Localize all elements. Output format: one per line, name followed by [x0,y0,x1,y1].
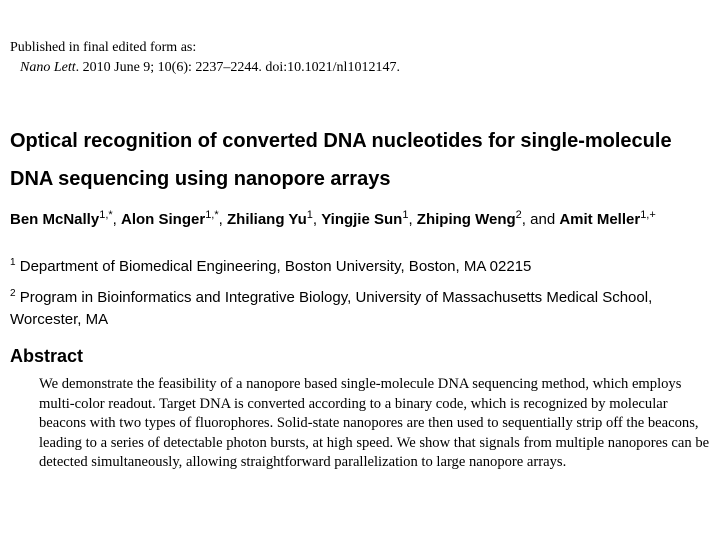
affiliation-text: Program in Bioinformatics and Integrative Biology, University of Massachusetts Medical School, Worcester, MA [10,289,653,328]
affiliation [10,256,715,278]
author-affiliation-mark: 1,* [99,209,113,221]
author-affiliation-mark: 1,+ [640,209,656,221]
author-affiliation-mark: 1,* [205,209,219,221]
author-separator: , and [521,211,560,228]
citation-details: . 2010 June 9; 10(6): 2237–2244. doi:10.1021/nl1012147. [75,60,400,75]
affiliation-number: 2 [10,288,16,299]
affiliation [10,287,715,331]
author [10,211,121,228]
author [321,211,417,228]
author-affiliation-mark: 2 [515,209,522,221]
citation-line [10,58,400,78]
author-name: Amit Meller [559,211,641,228]
affiliation-text: Department of Biomedical Engineering, Boston University, Boston, MA 02215 [19,258,532,275]
author-name: Zhiping Weng [416,211,516,228]
author [559,211,655,228]
author-list [10,210,710,230]
author-separator: , [408,211,417,228]
affiliation-number: 1 [10,257,16,268]
author-name: Ben McNally [10,211,100,228]
publication-info [10,38,400,78]
author [227,211,321,228]
author [121,211,227,228]
author-separator: , [112,211,122,228]
author-name: Alon Singer [121,211,206,228]
author-separator: , [218,211,227,228]
abstract-heading: Abstract [10,346,84,366]
publication-line: Published in final edited form as: [10,40,197,55]
author-separator: , [312,211,322,228]
abstract-text: We demonstrate the feasibility of a nanopore based single-molecule DNA sequencing method, which employs multi-color readout. Target DNA is converted according to a binary code, which is recognized by molecular beacons with two types of fluorophores. Solid-state nanopores are then used to sequentially strip off the beacons, leading to a series of detectable photon bursts, at high speed. We show that signals from multiple nanopores can be detected simultaneously, allowing straightforward parallelization to large nanopore arrays. [39,376,710,470]
author-affiliation-mark: 1 [402,209,409,221]
article-title: Optical recognition of converted DNA nucleotides for single-molecule DNA sequencing using nanopore arrays [10,130,672,190]
author-name: Yingjie Sun [321,211,403,228]
author-name: Zhiliang Yu [227,211,307,228]
journal-name: Nano Lett [20,60,76,75]
author-affiliation-mark: 1 [306,209,313,221]
author [417,211,560,228]
